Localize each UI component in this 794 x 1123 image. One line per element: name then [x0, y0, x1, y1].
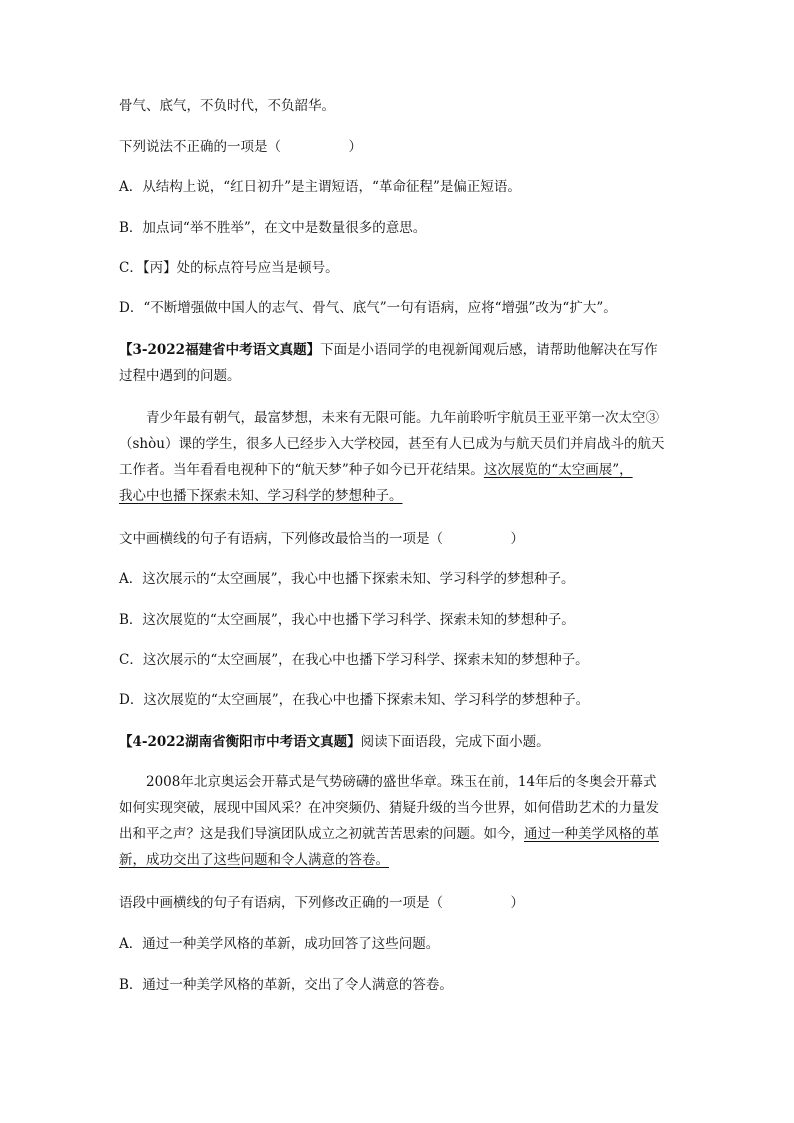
q3-underlined-sentence-cont: 新，成功交出了这些问题和令人满意的答卷。 [119, 852, 389, 868]
q3-source-tag: 【4-2022湖南省衡阳市中考语文真题】 [119, 734, 361, 750]
q2-underlined-sentence-cont: 我心中也播下探索未知、学习科学的梦想种子。 [119, 488, 403, 504]
q3-passage [119, 769, 684, 873]
q3-passage-line [119, 847, 684, 873]
q3-option-b: B．通过一种美学风格的革新，交出了令人满意的答卷。 [119, 977, 453, 993]
q3-passage-line: 2008年北京奥运会开幕式是气势磅礴的盛世华章。珠玉在前，14年后的冬奥会开幕式 [146, 774, 657, 790]
q2-heading [119, 340, 684, 360]
q2-passage-line: 工作者。当年看看电视种下的“航天梦”种子如今已开花结果。这次展览的“太空画展”， [119, 462, 633, 478]
q2-passage-line: （shòu）课的学生，很多人已经步入大学校园，甚至有人已成为与航天员们并肩战斗的航天 [119, 436, 665, 452]
q1-option-b: B．加点词“举不胜举”，在文中是数量很多的意思。 [119, 220, 427, 236]
q1-question-stem: 下列说法不正确的一项是（ ） [119, 139, 362, 155]
q2-intro: 下面是小语同学的电视新闻观后感，请帮助他解决在写作 [320, 342, 658, 358]
q2-option-d: D．这次展览的“太空画展”，在我心中也播下探索未知、学习科学的梦想种子。 [119, 692, 590, 708]
q2-underlined-sentence: 这次展览的“太空画展”， [483, 462, 633, 478]
q1-option-d: D．“不断增强做中国人的志气、骨气、底气”一句有语病，应将“增强”改为“扩大”。 [119, 300, 617, 316]
q2-intro-cont: 过程中遇到的问题。 [119, 368, 241, 384]
q1-option-c: C．【丙】处的标点符号应当是顿号。 [119, 260, 339, 276]
q1-passage-tail: 骨气、底气，不负时代，不负韶华。 [119, 98, 335, 114]
q3-option-a: A．通过一种美学风格的革新，成功回答了这些问题。 [119, 936, 440, 952]
q3-heading [119, 732, 684, 752]
q2-option-b: B．这次展览的“太空画展”，我心中也播下学习科学、探索未知的梦想种子。 [119, 612, 575, 628]
q2-passage-line: 青少年最有朝气，最富梦想，未来有无限可能。九年前聆听宇航员王亚平第一次太空③ [146, 410, 659, 426]
q1-option-a: A．从结构上说，“红日初升”是主谓短语，“革命征程”是偏正短语。 [119, 179, 521, 195]
q3-passage-line: 出和平之声？这是我们导演团队成立之初就苦苦思索的问题。如今，通过一种美学风格的革 [119, 826, 659, 842]
q3-intro: 阅读下面语段，完成下面小题。 [360, 734, 550, 750]
q2-passage-line [119, 483, 684, 509]
q2-question-stem: 文中画横线的句子有语病，下列修改最恰当的一项是（ ） [119, 531, 524, 547]
q2-passage [119, 405, 684, 509]
q3-question-stem: 语段中画横线的句子有语病，下列修改正确的一项是（ ） [119, 895, 524, 911]
q3-passage-line: 如何实现突破，展现中国风采？在冲突频仍、猜疑升级的当今世界，如何借助艺术的力量发 [119, 800, 659, 816]
q3-underlined-sentence: 通过一种美学风格的革 [524, 826, 659, 842]
q2-source-tag: 【3-2022福建省中考语文真题】 [119, 342, 321, 358]
q2-option-c: C．这次展示的“太空画展”，在我心中也播下学习科学、探索未知的梦想种子。 [119, 652, 589, 668]
q2-option-a: A．这次展示的“太空画展”，我心中也播下探索未知、学习科学的梦想种子。 [119, 571, 575, 587]
